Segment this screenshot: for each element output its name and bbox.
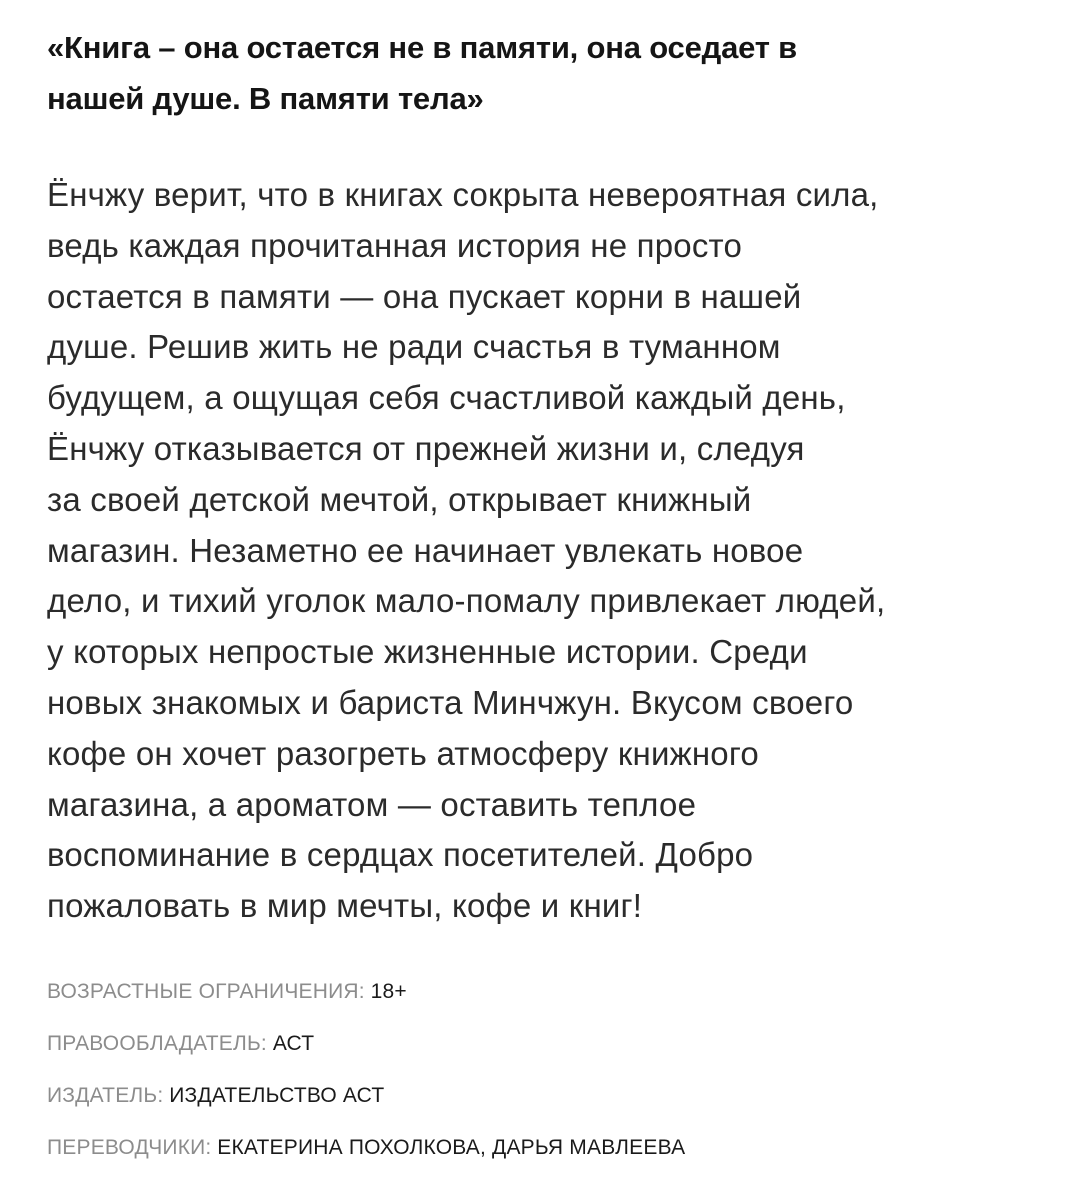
age-restriction-value: 18+ [370, 980, 407, 1003]
annotation-line: магазина, а ароматом — оставить теплое [47, 785, 697, 823]
book-annotation [47, 170, 1047, 932]
annotation-line: будущем, а ощущая себя счастливой каждый день, [47, 379, 846, 417]
publisher-value[interactable]: ИЗДАТЕЛЬСТВО АСТ [169, 1084, 385, 1107]
translators-row [47, 1128, 1047, 1180]
quote-line: «Книга – она остается не в памяти, она оседает в [47, 30, 798, 65]
annotation-line: Ёнчжу отказывается от прежней жизни и, следуя [47, 429, 805, 467]
age-restriction-label: ВОЗРАСТНЫЕ ОГРАНИЧЕНИЯ: [47, 980, 365, 1003]
annotation-line: кофе он хочет разогреть атмосферу книжного [47, 734, 759, 772]
book-quote [47, 22, 1047, 124]
annotation-line: воспоминание в сердцах посетителей. Добро [47, 836, 754, 874]
quote-line: нашей душе. В памяти тела» [47, 81, 484, 116]
book-metadata [47, 972, 1047, 1180]
annotation-line: новых знакомых и бариста Минчжун. Вкусом своего [47, 683, 854, 721]
annotation-line: пожаловать в мир мечты, кофе и книг! [47, 887, 643, 925]
annotation-line: магазин. Незаметно ее начинает увлекать новое [47, 531, 804, 569]
translators-label: ПЕРЕВОДЧИКИ: [47, 1136, 212, 1159]
publisher-label: ИЗДАТЕЛЬ: [47, 1084, 164, 1107]
annotation-line: за своей детской мечтой, открывает книжный [47, 480, 752, 518]
annotation-line: у которых непростые жизненные истории. Среди [47, 633, 808, 671]
publisher-row [47, 1076, 1047, 1128]
translators-value[interactable]: ЕКАТЕРИНА ПОХОЛКОВА, ДАРЬЯ МАВЛЕЕВА [217, 1136, 686, 1159]
annotation-line: душе. Решив жить не ради счастья в туманном [47, 328, 781, 366]
rightsholder-row [47, 1024, 1047, 1076]
annotation-line: остается в памяти — она пускает корни в нашей [47, 277, 802, 315]
annotation-line: Ёнчжу верит, что в книгах сокрыта невероятная сила, [47, 176, 879, 213]
rightsholder-label: ПРАВООБЛАДАТЕЛЬ: [47, 1032, 267, 1055]
age-restriction-row [47, 972, 1047, 1024]
annotation-line: дело, и тихий уголок мало-помалу привлекает людей, [47, 582, 886, 620]
annotation-line: ведь каждая прочитанная история не просто [47, 226, 743, 264]
rightsholder-value[interactable]: АСТ [272, 1032, 315, 1055]
book-description-page [47, 22, 1047, 932]
